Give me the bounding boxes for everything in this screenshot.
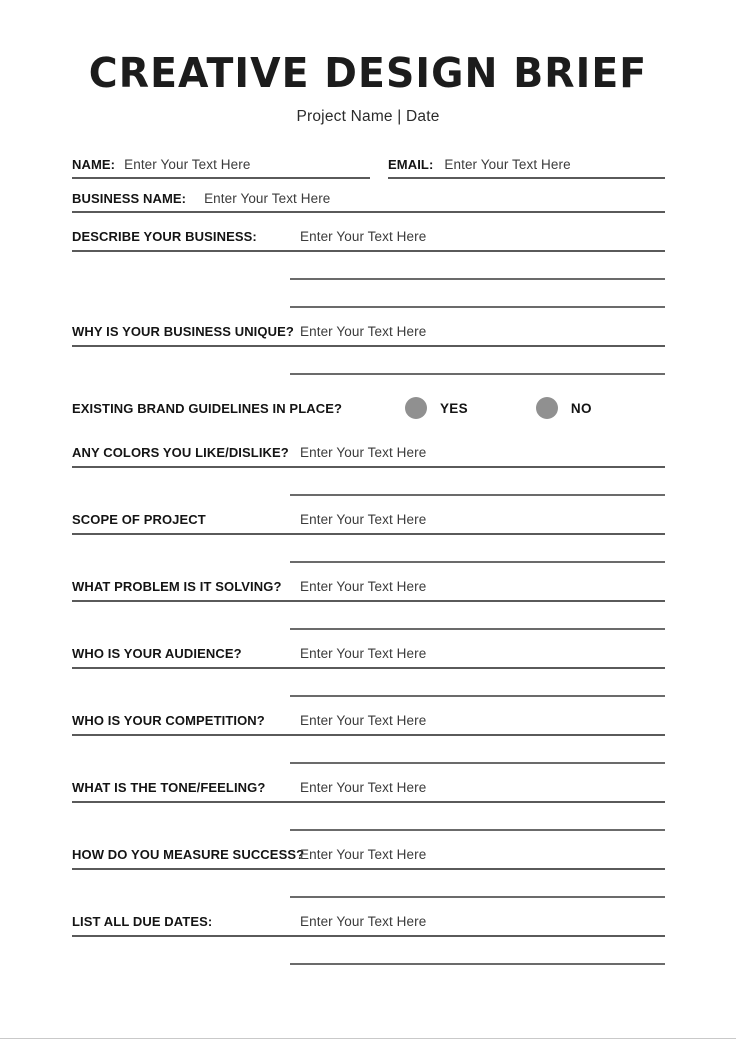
- tone-rule-2: [290, 829, 665, 831]
- business-unique-input[interactable]: Enter Your Text Here: [300, 324, 427, 340]
- due-dates-input[interactable]: Enter Your Text Here: [300, 914, 427, 930]
- field-due-dates: [72, 914, 665, 965]
- colors-rule-2: [290, 494, 665, 496]
- scope-input[interactable]: Enter Your Text Here: [300, 512, 427, 528]
- business-name-input[interactable]: Enter Your Text Here: [204, 191, 331, 207]
- name-field-rule: [72, 177, 370, 179]
- describe-business-input[interactable]: Enter Your Text Here: [300, 229, 427, 245]
- field-business-name: [72, 191, 665, 213]
- name-input[interactable]: Enter Your Text Here: [124, 157, 251, 173]
- email-field-rule: [388, 177, 665, 179]
- business-unique-rule-2: [290, 373, 665, 375]
- scope-rule-2: [290, 561, 665, 563]
- email-input[interactable]: Enter Your Text Here: [444, 157, 571, 173]
- document-subtitle: Project Name | Date: [296, 108, 440, 126]
- due-dates-label: LIST ALL DUE DATES:: [72, 914, 213, 930]
- measure-success-label: HOW DO YOU MEASURE SUCCESS?: [72, 847, 305, 863]
- radio-no-icon[interactable]: [536, 397, 558, 419]
- competition-input[interactable]: Enter Your Text Here: [300, 713, 427, 729]
- audience-rule-2: [290, 695, 665, 697]
- field-measure-success: [72, 847, 665, 898]
- measure-success-input[interactable]: Enter Your Text Here: [300, 847, 427, 863]
- audience-input[interactable]: Enter Your Text Here: [300, 646, 427, 662]
- business-name-label: BUSINESS NAME:: [72, 191, 187, 207]
- page-bottom-edge: [0, 1038, 736, 1039]
- field-name: [72, 157, 370, 179]
- field-problem: [72, 579, 665, 630]
- business-name-rule: [72, 211, 665, 213]
- tone-input[interactable]: Enter Your Text Here: [300, 780, 427, 796]
- field-tone: [72, 780, 665, 831]
- scope-label: SCOPE OF PROJECT: [72, 512, 206, 528]
- competition-label: WHO IS YOUR COMPETITION?: [72, 713, 265, 729]
- email-label: EMAIL:: [388, 157, 434, 173]
- due-dates-rule-2: [290, 963, 665, 965]
- field-colors: [72, 445, 665, 496]
- radio-no-label: NO: [570, 400, 592, 416]
- field-brand-guidelines: [72, 397, 665, 419]
- name-email-row: [72, 157, 665, 179]
- business-unique-label: WHY IS YOUR BUSINESS UNIQUE?: [72, 324, 294, 340]
- field-scope: [72, 512, 665, 563]
- field-competition: [72, 713, 665, 764]
- radio-yes-icon[interactable]: [405, 397, 427, 419]
- describe-business-rule-3: [290, 306, 665, 308]
- problem-rule-2: [290, 628, 665, 630]
- competition-rule-2: [290, 762, 665, 764]
- tone-label: WHAT IS THE TONE/FEELING?: [72, 780, 266, 796]
- radio-yes-label: YES: [440, 400, 468, 416]
- brand-guidelines-options: [405, 397, 592, 419]
- brief-form: [0, 157, 736, 965]
- audience-label: WHO IS YOUR AUDIENCE?: [72, 646, 242, 662]
- colors-label: ANY COLORS YOU LIKE/DISLIKE?: [72, 445, 289, 461]
- brand-guidelines-label: EXISTING BRAND GUIDELINES IN PLACE?: [72, 400, 343, 416]
- problem-label: WHAT PROBLEM IS IT SOLVING?: [72, 579, 282, 595]
- page-title: CREATIVE DESIGN BRIEF: [88, 49, 648, 97]
- problem-input[interactable]: Enter Your Text Here: [300, 579, 427, 595]
- document-header: [0, 0, 736, 126]
- describe-business-label: DESCRIBE YOUR BUSINESS:: [72, 229, 257, 245]
- colors-input[interactable]: Enter Your Text Here: [300, 445, 427, 461]
- brand-guidelines-option-no[interactable]: [536, 397, 592, 419]
- measure-success-rule-2: [290, 896, 665, 898]
- brand-guidelines-option-yes[interactable]: [405, 397, 468, 419]
- field-audience: [72, 646, 665, 697]
- name-label: NAME:: [72, 157, 116, 173]
- field-describe-business: [72, 229, 665, 308]
- field-email: [388, 157, 665, 179]
- field-business-unique: [72, 324, 665, 375]
